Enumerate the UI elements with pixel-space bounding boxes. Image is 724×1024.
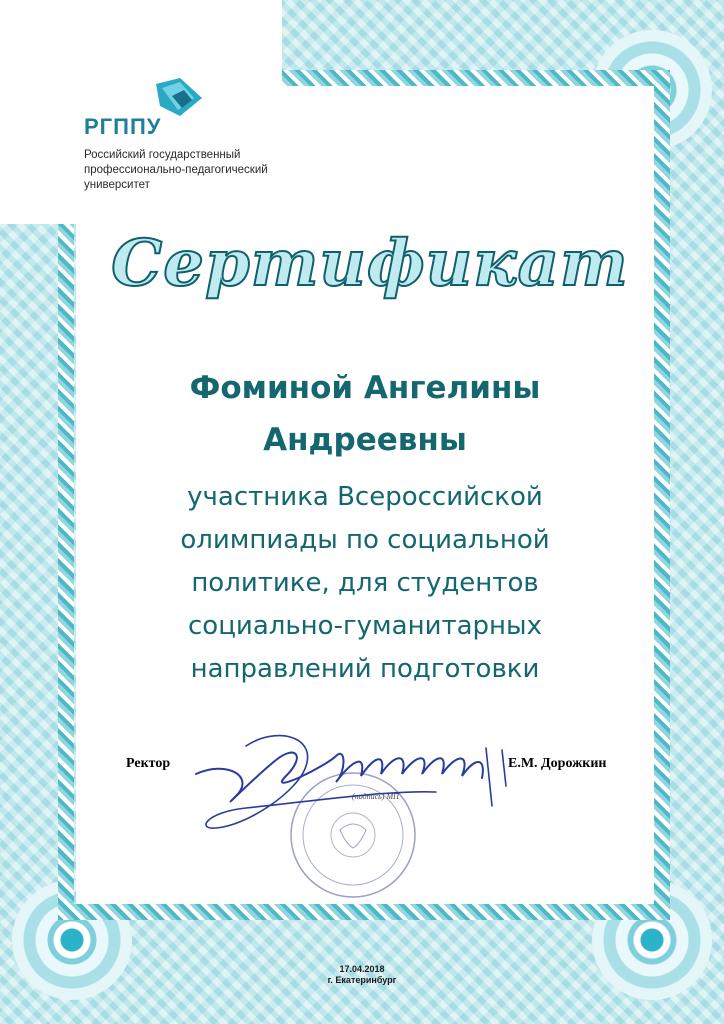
university-name-line: профессионально-педагогический [84,164,268,176]
issue-date-block [300,964,424,986]
university-name-line: университет [84,179,150,191]
certificate-description [80,476,650,691]
description-line: социально-гуманитарных [188,611,542,641]
description-line: олимпиады по социальной [180,525,550,555]
signatory-name: Е.М. Дорожкин [508,756,607,771]
description-line: политике, для студентов [191,568,539,598]
certificate-title: Сертификат [111,226,629,301]
issue-date: 17.04.2018 [339,964,385,974]
recipient-name [80,362,650,466]
signature-caption: (подпись) МП [352,792,399,801]
university-logo-text: РГППУ [84,114,162,139]
issue-city: г. Екатеринбург [327,975,397,985]
recipient-name-line: Фоминой Ангелины [189,370,541,406]
university-name [84,148,314,193]
description-line: участника Всероссийской [187,482,543,512]
signatory-position: Ректор [126,756,171,771]
university-name-line: Российский государственный [84,149,241,161]
description-line: направлений подготовки [190,654,540,684]
handwritten-signature [186,716,526,850]
recipient-name-line: Андреевны [263,422,467,458]
